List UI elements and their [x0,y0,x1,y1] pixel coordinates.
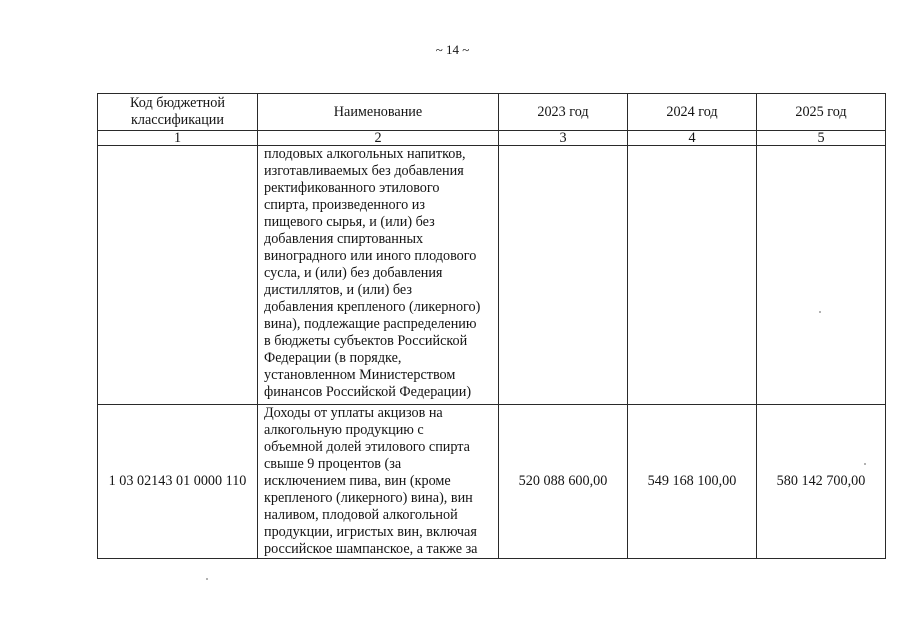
row-value-2023 [499,146,628,405]
row-name-line: сусла, и (или) без добавления [264,265,443,281]
row-name-line: ректификованного этилового [264,180,440,196]
column-number-4: 4 [628,131,757,146]
row-name-line: изготавливаемых без добавления [264,163,464,179]
row-value-2024: 549 168 100,00 [628,405,757,559]
row-name-line: плодовых алкогольных напитков, [264,146,466,162]
header-2024: 2024 год [628,94,757,131]
row-name-line: наливом, плодовой алкогольной [264,507,458,523]
page-number: ~ 14 ~ [435,42,470,57]
row-name [258,405,499,559]
row-name-line: российское шампанское, а также за [264,541,478,557]
row-name-line: исключением пива, вин (кроме [264,473,451,489]
column-number-2: 2 [258,131,499,146]
column-number-row [98,131,886,146]
row-code [98,146,258,405]
row-name-line: алкогольную продукцию с [264,422,424,438]
row-name-line: добавления спиртованных [264,231,424,247]
row-name-line: спирта, произведенного из [264,197,425,213]
row-name-line: свыше 9 процентов (за [264,456,402,472]
table-row [98,405,886,559]
row-name-line: объемной долей этилового спирта [264,439,470,455]
row-code: 1 03 02143 01 0000 110 [98,405,258,559]
column-number-3: 3 [499,131,628,146]
row-name-line: в бюджеты субъектов Российской [264,333,468,349]
row-name-line: Федерации (в порядке, [264,350,402,366]
scan-speck [206,578,208,580]
header-code-line2: классификации [131,112,224,128]
row-name-line: пищевого сырья, и (или) без [264,214,435,230]
header-code [98,94,258,131]
row-name-line: вина), подлежащие распределению [264,316,477,332]
row-name-line: Доходы от уплаты акцизов на [264,405,443,421]
row-value-2024 [628,146,757,405]
header-2023: 2023 год [499,94,628,131]
row-name-line: установленном Министерством [264,367,456,383]
row-value-2025: 580 142 700,00 [757,405,886,559]
header-name: Наименование [258,94,499,131]
row-name [258,146,499,405]
column-number-5: 5 [757,131,886,146]
header-2025: 2025 год [757,94,886,131]
row-name-line: крепленого (ликерного) вина), вин [264,490,473,506]
budget-classification-table [97,93,886,559]
column-number-1: 1 [98,131,258,146]
row-name-line: добавления крепленого (ликерного) [264,299,481,315]
row-value-2023: 520 088 600,00 [499,405,628,559]
scan-speck [819,311,821,313]
header-code-line1: Код бюджетной [130,95,225,111]
row-value-2025 [757,146,886,405]
table-header-row [98,94,886,131]
scan-speck [864,463,866,465]
table-row [98,146,886,405]
row-name-line: финансов Российской Федерации) [264,384,472,400]
row-name-line: продукции, игристых вин, включая [264,524,477,540]
row-name-line: дистиллятов, и (или) без [264,282,412,298]
row-name-line: виноградного или иного плодового [264,248,477,264]
